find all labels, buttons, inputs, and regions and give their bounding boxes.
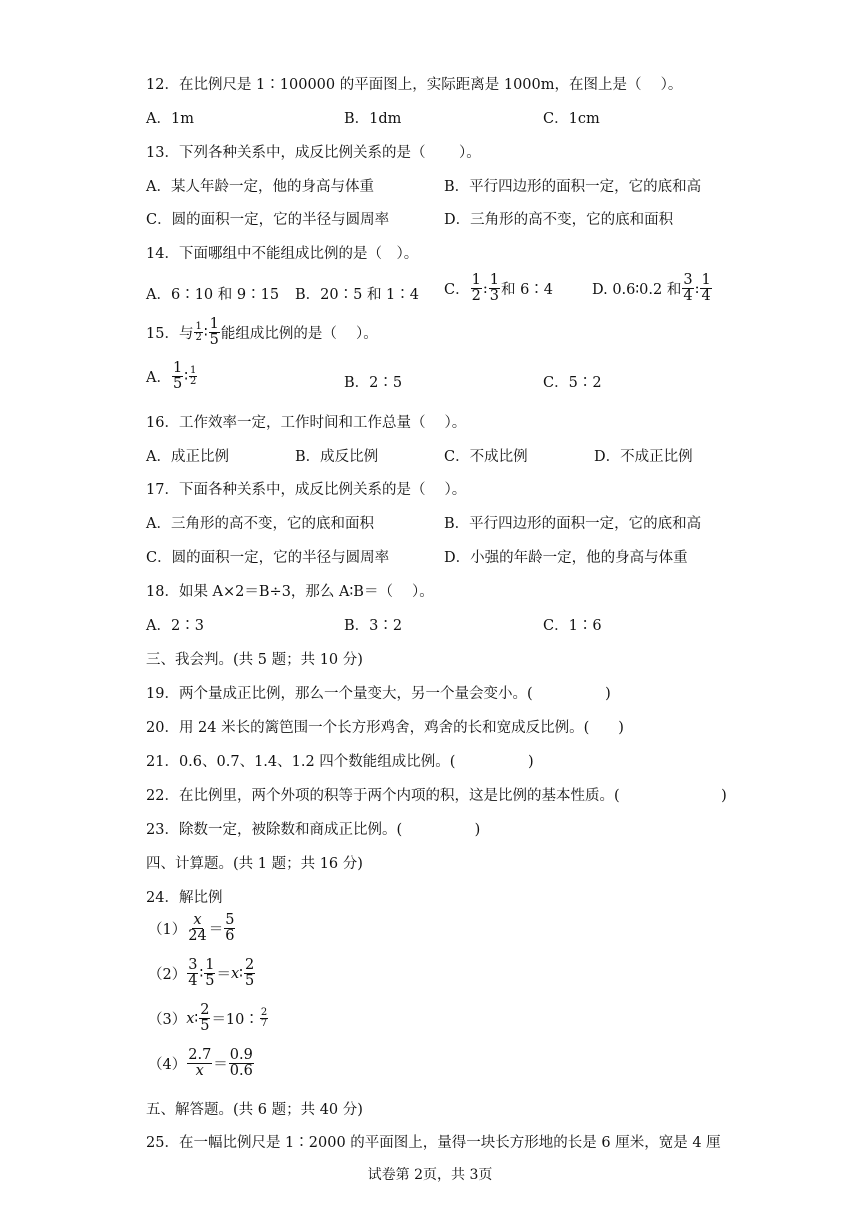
q15-a-prefix: A．: [146, 370, 171, 387]
denominator: 7: [260, 1018, 268, 1030]
question-22: 22．在比例里，两个外项的积等于两个内项的积，这是比例的基本性质。( ): [146, 788, 727, 804]
fraction: [204, 958, 215, 989]
fraction: [189, 366, 197, 388]
fraction: [187, 958, 198, 989]
q14-c-rest: 和 6∶4: [500, 282, 554, 299]
ratio-colon: ∶: [194, 1010, 199, 1027]
q24-part-1: [148, 913, 236, 944]
equals: ＝: [208, 922, 224, 939]
denominator: 2: [471, 288, 481, 305]
equation-middle: ＝10∶: [211, 1012, 259, 1029]
fraction: [229, 1048, 254, 1079]
question-16: 16．工作效率一定，工作时间和工作总量（ ）。: [146, 415, 467, 431]
page-footer: 试卷第 2页，共 3页: [367, 1167, 493, 1183]
numerator: x: [193, 912, 202, 928]
denominator: 2: [190, 376, 197, 388]
denominator: 24: [188, 928, 207, 945]
denominator: 4: [701, 288, 711, 305]
q17-option-a: A．三角形的高不变，它的底和面积: [146, 516, 374, 532]
q16-option-c: C．不成比例: [444, 449, 528, 465]
question-12: 12．在比例尺是 1∶100000 的平面图上，实际距离是 1000m，在图上是（ ）。: [146, 77, 683, 93]
q13-option-b: B．平行四边形的面积一定，它的底和高: [444, 179, 702, 195]
numerator: 2.7: [188, 1047, 212, 1063]
variable-x: x: [186, 1010, 195, 1027]
numerator: 1: [205, 957, 215, 973]
fraction: [187, 1048, 212, 1079]
section-3-heading: 三、我会判。(共 5 题；共 10 分): [146, 652, 363, 668]
q24-part-3: [148, 1003, 269, 1034]
denominator: 5: [200, 1018, 210, 1035]
fraction: [172, 361, 183, 392]
q16-option-a: A．成正比例: [146, 449, 229, 465]
q15-prefix: 15．与: [146, 326, 194, 343]
question-20: 20．用 24 米长的篱笆围一个长方形鸡舍，鸡舍的长和宽成反比例。( ): [146, 720, 624, 736]
q18-option-a: A．2∶3: [146, 618, 204, 634]
q14-option-c: [444, 273, 553, 304]
ratio-colon: :: [482, 280, 488, 297]
numerator: 1: [701, 272, 711, 288]
numerator: 3: [188, 957, 198, 973]
q17-option-c: C．圆的面积一定，它的半径与圆周率: [146, 550, 390, 566]
q12-option-c: C．1cm: [543, 111, 600, 127]
section-5-heading: 五、解答题。(共 6 题；共 40 分): [146, 1102, 363, 1118]
denominator: 4: [188, 973, 198, 990]
part-label: （1）: [148, 922, 187, 939]
q24-part-2: [148, 958, 256, 989]
q15-suffix: 能组成比例的是（ ）。: [220, 326, 378, 343]
denominator: 3: [489, 288, 499, 305]
fraction: [471, 273, 482, 304]
question-25: 25．在一幅比例尺是 1∶2000 的平面图上，量得一块长方形地的长是 6 厘米，宽是 4 厘: [146, 1135, 721, 1151]
q18-option-c: C．1∶6: [543, 618, 602, 634]
q14-d-prefix: D. 0.6∶0.2 和: [592, 282, 682, 299]
q15-option-c: C．5∶2: [543, 375, 602, 391]
q14-option-b: B．20∶5 和 1∶4: [295, 287, 420, 303]
fraction: [244, 958, 255, 989]
denominator: 0.6: [229, 1063, 253, 1080]
denominator: 6: [225, 928, 235, 945]
question-23: 23．除数一定，被除数和商成正比例。( ): [146, 822, 481, 838]
q17-option-b: B．平行四边形的面积一定，它的底和高: [444, 516, 702, 532]
numerator: 1: [190, 364, 197, 376]
ratio-colon: ∶: [184, 368, 188, 385]
q14-option-a: A．6∶10 和 9∶15: [146, 287, 280, 303]
question-24-title: 24．解比例: [146, 890, 223, 906]
numerator: 2: [244, 957, 255, 973]
denominator: 4: [683, 288, 693, 305]
numerator: 1: [195, 320, 202, 332]
part-label: （3）: [148, 1012, 187, 1029]
q13-option-a: A．某人年龄一定，他的身高与体重: [146, 179, 374, 195]
fraction: [194, 322, 202, 344]
question-18: 18．如果 A×2＝B÷3，那么 A∶B＝（ ）。: [146, 584, 434, 600]
numerator: 5: [225, 912, 235, 928]
denominator: 5: [244, 973, 255, 990]
fraction: [260, 1008, 268, 1030]
numerator: 1: [209, 316, 219, 332]
q15-option-b: B．2∶5: [344, 375, 403, 391]
denominator: 5: [209, 332, 219, 349]
q24-part-4: [148, 1048, 255, 1079]
q12-option-a: A．1m: [146, 111, 194, 127]
variable-x: x: [230, 965, 240, 982]
denominator: 5: [205, 973, 215, 990]
fraction: [682, 273, 693, 304]
section-4-heading: 四、计算题。(共 1 题；共 16 分): [146, 856, 363, 872]
question-13: 13．下列各种关系中，成反比例关系的是（ ）。: [146, 145, 481, 161]
q14-c-prefix: C．: [444, 282, 470, 299]
equals: ＝: [216, 967, 231, 984]
q18-option-b: B．3∶2: [344, 618, 403, 634]
fraction: [187, 913, 207, 944]
ratio-colon: ∶: [239, 965, 243, 982]
question-19: 19．两个量成正比例，那么一个量变大，另一个量会变小。( ): [146, 686, 611, 702]
denominator: 5: [172, 376, 183, 393]
ratio-colon: ∶: [199, 965, 204, 982]
fraction: [700, 273, 711, 304]
question-15: [146, 317, 378, 348]
q16-option-b: B．成反比例: [295, 449, 379, 465]
numerator: 1: [172, 360, 183, 376]
equals: ＝: [213, 1057, 228, 1074]
q12-option-b: B．1dm: [344, 111, 402, 127]
q14-option-d: [592, 273, 713, 304]
q13-option-d: D．三角形的高不变，它的底和面积: [444, 212, 674, 228]
part-label: （4）: [148, 1057, 187, 1074]
numerator: 1: [471, 272, 481, 288]
fraction: [224, 913, 235, 944]
question-14: 14．下面哪组中不能组成比例的是（ ）。: [146, 246, 419, 262]
numerator: 1: [489, 272, 499, 288]
ratio-colon: :: [694, 280, 700, 297]
numerator: 3: [683, 272, 693, 288]
question-21: 21．0.6、0.7、1.4、1.2 四个数能组成比例。( ): [146, 754, 534, 770]
q15-option-a: [146, 361, 198, 392]
fraction: [209, 317, 220, 348]
denominator: 2: [195, 332, 202, 344]
ratio-colon: ∶: [203, 324, 208, 341]
fraction: [489, 273, 500, 304]
q16-option-d: D．不成正比例: [594, 449, 693, 465]
q17-option-d: D．小强的年龄一定，他的身高与体重: [444, 550, 688, 566]
numerator: 2: [260, 1006, 268, 1018]
part-label: （2）: [148, 967, 187, 984]
denominator: x: [195, 1063, 204, 1080]
q13-option-c: C．圆的面积一定，它的半径与圆周率: [146, 212, 390, 228]
numerator: 0.9: [229, 1047, 253, 1063]
numerator: 2: [200, 1002, 210, 1018]
question-17: 17．下面各种关系中，成反比例关系的是（ ）。: [146, 482, 467, 498]
fraction: [199, 1003, 210, 1034]
